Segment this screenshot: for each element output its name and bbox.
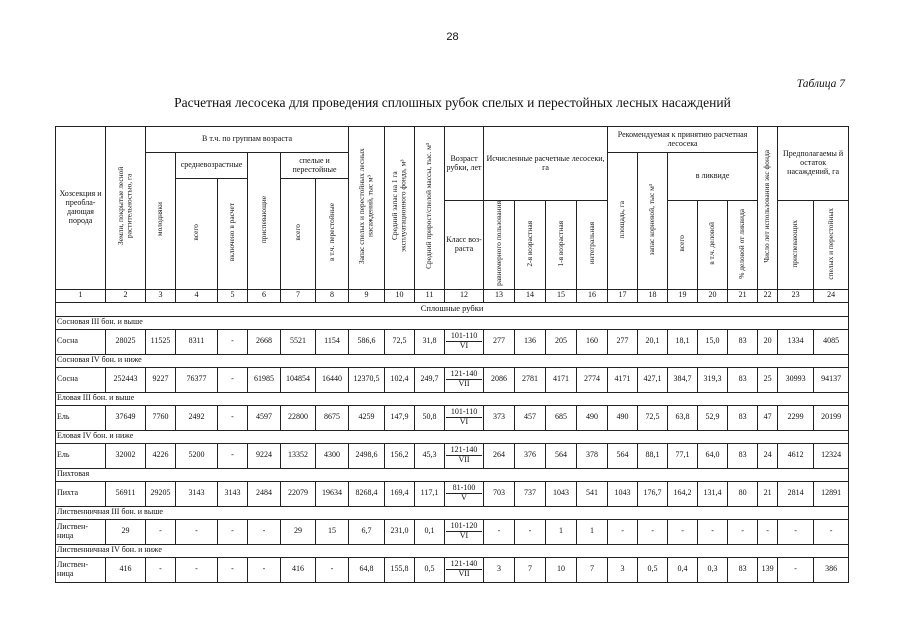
header-second-age: 2-я возрастная [515,201,546,290]
species-cell: Ель [56,443,106,468]
header-ripe-total: всего [281,179,316,290]
table-cell: 6,7 [349,519,385,544]
age-cell [445,519,484,544]
table-cell: 32002 [106,443,146,468]
header-liquid: в ликвиде [668,153,758,201]
table-cell: 76377 [176,367,218,392]
table-cell: 80 [728,481,758,506]
table-cell: 4300 [316,443,349,468]
group-name: Лиственничная III бон. и выше [56,506,849,519]
table-cell: 72,5 [638,405,668,430]
cut-age: 81-100 [446,484,482,494]
table-cell: - [176,557,218,582]
table-cell: 252443 [106,367,146,392]
table-cell: - [218,405,248,430]
table-cell: 1043 [608,481,638,506]
column-number: 17 [608,289,638,302]
column-number: 5 [218,289,248,302]
table-cell: 12370,5 [349,367,385,392]
header-avg-growth: Средний прирост/спелой массы, тыс. м³ [415,127,445,290]
table-cell: 1154 [316,329,349,354]
header-age-class: Класс воз-раста [445,201,484,290]
table-cell: 22800 [281,405,316,430]
column-number: 7 [281,289,316,302]
section-row [56,302,849,316]
table-cell: 64,8 [349,557,385,582]
column-number: 6 [248,289,281,302]
table-cell: 169,4 [385,481,415,506]
table-cell: 52,9 [698,405,728,430]
table-cell: 31,8 [415,329,445,354]
header-cut-age: Возраст рубки, лет [445,127,484,201]
table-cell: 8311 [176,329,218,354]
column-number: 11 [415,289,445,302]
header-area: площадь, га [608,153,638,290]
group-name: Еловая III бон. и выше [56,392,849,405]
table-cell: 2492 [176,405,218,430]
header-age-groups: В т.ч. по группам возраста [146,127,349,153]
table-cell: - [218,443,248,468]
table-cell: 5521 [281,329,316,354]
group-row [56,316,849,329]
table-cell: 5200 [176,443,218,468]
table-cell: 376 [515,443,546,468]
table-cell: 94137 [814,367,849,392]
table-cell: 2484 [248,481,281,506]
table-cell: 9227 [146,367,176,392]
table-cell: 703 [484,481,515,506]
group-row [56,354,849,367]
table-cell: 24 [758,443,778,468]
table-cell: 160 [577,329,608,354]
table-cell: - [218,329,248,354]
header-uniform: равномерного пользования [484,201,515,290]
table-cell: 3 [608,557,638,582]
table-cell: 2498,6 [349,443,385,468]
table-cell: 83 [728,557,758,582]
table-cell: 176,7 [638,481,668,506]
table-cell: 1043 [546,481,577,506]
header-recommended: Рекомендуемая к принятию расчетная лесосека [608,127,758,153]
table-cell: 0,3 [698,557,728,582]
header-species: Хозсекция и преобла-дающая порода [56,127,106,290]
table-cell: 541 [577,481,608,506]
header-business-pct: % деловой от ликвида [728,201,758,290]
table-row [56,557,849,582]
table-cell: 83 [728,405,758,430]
table-cell: 1334 [778,329,814,354]
column-number: 10 [385,289,415,302]
table-cell: 131,4 [698,481,728,506]
table-cell: 83 [728,443,758,468]
table-cell: 427,1 [638,367,668,392]
table-cell: - [638,519,668,544]
species-cell: Ель [56,405,106,430]
column-number: 8 [316,289,349,302]
column-number: 20 [698,289,728,302]
cut-age: 101-120 [446,522,482,532]
table-cell: 0,5 [638,557,668,582]
table-row [56,519,849,544]
table-cell: 45,3 [415,443,445,468]
age-cell [445,405,484,430]
table-cell: 61985 [248,367,281,392]
table-cell: 8268,4 [349,481,385,506]
section-title: Сплошные рубки [56,302,849,316]
table-cell: 2814 [778,481,814,506]
age-cell [445,557,484,582]
table-cell: 47 [758,405,778,430]
column-number: 18 [638,289,668,302]
table-cell: 13352 [281,443,316,468]
table-cell: 373 [484,405,515,430]
cut-age: 101-110 [446,332,482,342]
table-cell: 2774 [577,367,608,392]
table-cell: 205 [546,329,577,354]
table-cell: 386 [814,557,849,582]
table-cell: 25 [758,367,778,392]
species-cell: Пихта [56,481,106,506]
table-row [56,481,849,506]
table-cell: 7 [577,557,608,582]
table-cell: - [515,519,546,544]
column-number: 9 [349,289,385,302]
table-cell: - [248,519,281,544]
table-cell: 416 [106,557,146,582]
table-cell: 29 [106,519,146,544]
age-cell [445,329,484,354]
table-cell: 28025 [106,329,146,354]
table-cell: 416 [281,557,316,582]
table-cell: 20199 [814,405,849,430]
table-cell: 12324 [814,443,849,468]
table-cell: 30993 [778,367,814,392]
table-row [56,367,849,392]
table-cell: 117,1 [415,481,445,506]
table-title: Расчетная лесосека для проведения сплошных рубок спелых и перестойных лесных насаждений [174,95,731,110]
group-name: Еловая IV бон. и ниже [56,430,849,443]
header-first-age: 1-я возрастная [546,201,577,290]
header-mid-included: включено в расчет [218,179,248,290]
table-cell: 384,7 [668,367,698,392]
table-cell: - [316,557,349,582]
table-cell: 277 [484,329,515,354]
table-cell: 77,1 [668,443,698,468]
table-cell: 64,0 [698,443,728,468]
table-cell: 490 [608,405,638,430]
table-cell: 1 [577,519,608,544]
column-number: 21 [728,289,758,302]
table-cell: 21 [758,481,778,506]
header-business: в т.ч. деловой [698,201,728,290]
table-cell: 20 [758,329,778,354]
cut-age: 101-110 [446,408,482,418]
table-cell: - [218,557,248,582]
table-row [56,405,849,430]
table-cell: 4171 [546,367,577,392]
table-cell: - [778,557,814,582]
header-years: Число лет использования экс фонда [758,127,778,290]
group-row [56,468,849,481]
table-cell: 564 [608,443,638,468]
age-class: V [461,493,467,503]
table-cell: 88,1 [638,443,668,468]
table-cell: 29 [281,519,316,544]
cut-age: 121-140 [446,370,482,380]
species-cell: Сосна [56,367,106,392]
table-cell: 83 [728,367,758,392]
table-cell: 264 [484,443,515,468]
table-cell: 277 [608,329,638,354]
table-cell: - [728,519,758,544]
table-cell: 457 [515,405,546,430]
column-number: 14 [515,289,546,302]
table-cell: 155,8 [385,557,415,582]
table-cell: 586,6 [349,329,385,354]
table-cell: - [608,519,638,544]
group-row [56,544,849,557]
age-class: VI [459,531,469,541]
column-number-row [56,289,849,302]
table-cell: 3 [484,557,515,582]
table-cell: 2086 [484,367,515,392]
header-liq-total: всего [668,201,698,290]
group-name: Пихтовая [56,468,849,481]
table-cell: 29205 [146,481,176,506]
table-cell: 15 [316,519,349,544]
table-cell: - [146,557,176,582]
table-cell: 4171 [608,367,638,392]
table-cell: 18,1 [668,329,698,354]
table-cell: 4259 [349,405,385,430]
header-remainder: Предполагаемы й остаток насаждений, га [778,127,849,201]
table-cell: 2299 [778,405,814,430]
column-number: 15 [546,289,577,302]
table-cell: - [218,519,248,544]
table-cell: 319,3 [698,367,728,392]
table-cell: 4085 [814,329,849,354]
header-forest-land: Земли, покрытые лесной растительностью, га [106,127,146,290]
group-name: Сосновая III бон. и выше [56,316,849,329]
cut-age: 121-140 [446,446,482,456]
column-number: 19 [668,289,698,302]
calculation-table [55,126,849,583]
species-cell: Сосна [56,329,106,354]
table-cell: 2668 [248,329,281,354]
table-label: Таблица 7 [796,78,845,90]
table-cell: - [176,519,218,544]
age-class: VII [458,569,470,579]
table-row [56,329,849,354]
table-cell: 685 [546,405,577,430]
header-mid-total: всего [176,179,218,290]
table-cell: 22079 [281,481,316,506]
table-cell: 156,2 [385,443,415,468]
table-row [56,443,849,468]
header-overmature: в т.ч. перестойные [316,179,349,290]
header-young: молодняки [146,153,176,290]
table-cell: 10 [546,557,577,582]
table-cell: - [814,519,849,544]
column-number: 1 [56,289,106,302]
table-cell: 249,7 [415,367,445,392]
table-cell: 0,1 [415,519,445,544]
header-rest-ripe: спелых и перестойных [814,201,849,290]
header-calculated: Исчисленные расчетные лесосеки, га [484,127,608,201]
table-cell: 2781 [515,367,546,392]
table-cell: 16440 [316,367,349,392]
table-cell: 1 [546,519,577,544]
table-cell: 378 [577,443,608,468]
table-cell: 7760 [146,405,176,430]
page-number: 28 [446,31,459,43]
table-cell: 12891 [814,481,849,506]
header-middle-aged: средневозрастные [176,153,248,179]
table-cell: - [778,519,814,544]
group-row [56,430,849,443]
table-cell: 3143 [218,481,248,506]
table-cell: 0,5 [415,557,445,582]
age-class: VI [459,417,469,427]
species-cell: Листвен-ница [56,557,106,582]
table-cell: 50,8 [415,405,445,430]
header-root-stock: запас корневой, тыс м³ [638,153,668,290]
column-number: 23 [778,289,814,302]
table-cell: - [146,519,176,544]
column-number: 3 [146,289,176,302]
header-ripe-stock: Запас спелых и перестойных лесных насаждений, тыс м³ [349,127,385,290]
column-number: 16 [577,289,608,302]
header-maturing: приспевающие [248,153,281,290]
table-cell: 7 [515,557,546,582]
group-row [56,506,849,519]
table-cell: 83 [728,329,758,354]
column-number: 24 [814,289,849,302]
age-class: VII [458,455,470,465]
group-row [56,392,849,405]
age-cell [445,443,484,468]
table-cell: 3143 [176,481,218,506]
table-cell: 0,4 [668,557,698,582]
table-cell: 4612 [778,443,814,468]
table-cell: 737 [515,481,546,506]
table-cell: 11525 [146,329,176,354]
table-cell: 4226 [146,443,176,468]
column-number: 13 [484,289,515,302]
table-cell: 104854 [281,367,316,392]
group-name: Лиственничная IV бон. и ниже [56,544,849,557]
header-avg-stock: Средний запас на 1 га эксплуатационного фонда, м³ [385,127,415,290]
table-cell: 564 [546,443,577,468]
age-cell [445,367,484,392]
table-cell: 136 [515,329,546,354]
column-number: 12 [445,289,484,302]
table-cell: - [484,519,515,544]
group-name: Сосновая IV бон. и ниже [56,354,849,367]
table-cell: 63,8 [668,405,698,430]
table-cell: 139 [758,557,778,582]
table-cell: 147,9 [385,405,415,430]
table-cell: 231,0 [385,519,415,544]
column-number: 4 [176,289,218,302]
age-class: VII [458,379,470,389]
table-cell: - [758,519,778,544]
cut-age: 121-140 [446,560,482,570]
age-cell [445,481,484,506]
table-cell: - [218,367,248,392]
table-cell: - [698,519,728,544]
species-cell: Листвен-ница [56,519,106,544]
column-number: 22 [758,289,778,302]
table-cell: 56911 [106,481,146,506]
table-cell: 19634 [316,481,349,506]
table-cell: 9224 [248,443,281,468]
table-cell: - [668,519,698,544]
age-class: VI [459,341,469,351]
header-ripe: спелые и перестойные [281,153,349,179]
table-cell: 72,5 [385,329,415,354]
table-cell: 20,1 [638,329,668,354]
table-cell: 164,2 [668,481,698,506]
header-rest-maturing: приспевающих [778,201,814,290]
table-cell: 8675 [316,405,349,430]
table-cell: 102,4 [385,367,415,392]
column-number: 2 [106,289,146,302]
table-cell: 4597 [248,405,281,430]
table-cell: 37649 [106,405,146,430]
table-cell: 490 [577,405,608,430]
table-cell: - [248,557,281,582]
table-cell: 15,0 [698,329,728,354]
header-integral: интегральная [577,201,608,290]
